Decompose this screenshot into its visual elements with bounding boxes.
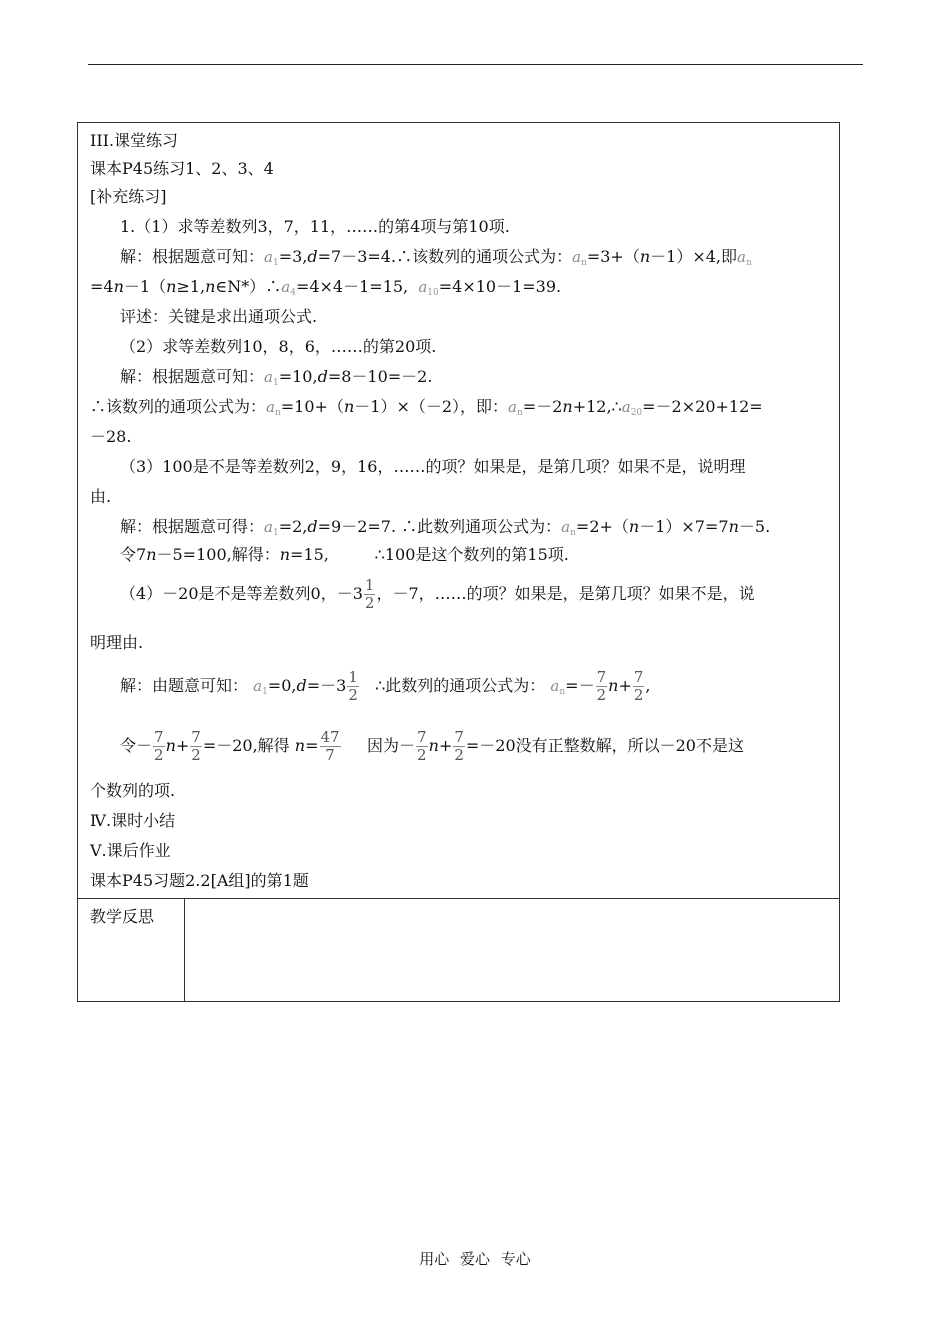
textbook-ref: 课本P45练习1、2、3、4 (90, 159, 274, 178)
p1-question: 1.（1）求等差数列3，7，11，……的第4项与第10项. (120, 217, 510, 236)
p1-solution-line1: 解：根据题意可知：$a_1=3,d=7-3=4.\therefore$该数列的通项公式为：$a_n=3+(n-1)\times 4$,即$a_n$ (120, 247, 752, 268)
reflection-row (78, 898, 839, 1001)
fraction-seven-halves: $\frac{7}{2}$ (633, 668, 644, 704)
p4-solution-line1: 解：由题意可知： $a_1=0,d=-3$ $\frac{1}{2}$ ∴此数列的通项公式为： $a_n=-$ $\frac{7}{2}$ n+ $\frac{7}{2}$ , (120, 668, 651, 704)
supplement-title: [补充练习] (90, 187, 167, 206)
homework-ref: 课本P45习题2.2[A组]的第1题 (90, 871, 309, 890)
p4-solution-line2: 令－ $\frac{7}{2}$ n+ $\frac{7}{2}$ =－20,解得 n= $\frac{47}{7}$ 因为－ $\frac{7}{2}$ n+ $\frac{7}{2}$ =－20没有正整数解，所以－20不是这 (120, 728, 744, 764)
p4-question-line2: 明理由. (90, 633, 144, 652)
p1-comment: 评述：关键是求出通项公式. (120, 307, 318, 326)
fraction-seven-halves: $\frac{7}{2}$ (417, 728, 427, 764)
p2-solution-line3: －28. (90, 427, 132, 446)
p2-solution-line1: 解：根据题意可知：$a_1=10,d=8-10=-2$. (120, 367, 433, 388)
practice-title: III.课堂练习 (90, 131, 179, 150)
reflection-label-cell (78, 898, 185, 1001)
reflection-label: 教学反思 (90, 907, 155, 926)
page-footer: 用心 爱心 专心 (419, 1250, 531, 1268)
fraction-seven-halves: $\frac{7}{2}$ (596, 668, 607, 704)
fraction-seven-halves: $\frac{7}{2}$ (454, 728, 464, 764)
fraction-seven-halves: $\frac{7}{2}$ (154, 728, 164, 764)
fraction-47-sevenths: $\frac{47}{7}$ (320, 728, 340, 764)
p3-question-line2: 由. (90, 487, 112, 506)
p2-question: （2）求等差数列10，8，6，……的第20项. (120, 337, 437, 356)
p3-solution-line1: 解：根据题意可得：$a_1=2,d=9-2=7$. ∴此数列通项公式为：$a_n=2+(n-1)\times 7=7n-5$. (120, 517, 771, 538)
p2-solution-line2: ∴该数列的通项公式为：$a_n=10+(n-1)\times(-2)$，即：$a_n=-2n+12,\therefore a_{20}=-2\times 20+12=$ (90, 397, 763, 418)
summary-title: Ⅳ.课时小结 (90, 811, 176, 830)
p4-solution-line3: 个数列的项. (90, 781, 176, 800)
fraction-seven-halves: $\frac{7}{2}$ (191, 728, 201, 764)
p3-question-line1: （3）100是不是等差数列2，9，16，……的项？如果是，是第几项？如果不是，说明理 (120, 457, 746, 476)
lesson-content-cell (78, 123, 839, 899)
p4-question-line1: （4）－20是不是等差数列0，－3 $\frac{1}{2}$ ，－7，……的项？如果是，是第几项？如果不是，说 (120, 576, 755, 612)
lesson-table (77, 122, 840, 1002)
homework-title: Ⅴ.课后作业 (90, 841, 171, 860)
header-rule (88, 64, 863, 65)
p3-solution-line2: 令7n－5=100,解得：n=15, ∴100是这个数列的第15项. (120, 545, 569, 564)
fraction-one-half: $\frac{1}{2}$ (348, 668, 358, 704)
p1-solution-line2: $=4n-1(n\ge 1,n\in N*)\therefore a_4=4\times 4-1=15$, $a_{10}=4\times 10-1=39$. (90, 277, 562, 298)
fraction-one-half: $\frac{1}{2}$ (364, 576, 375, 612)
